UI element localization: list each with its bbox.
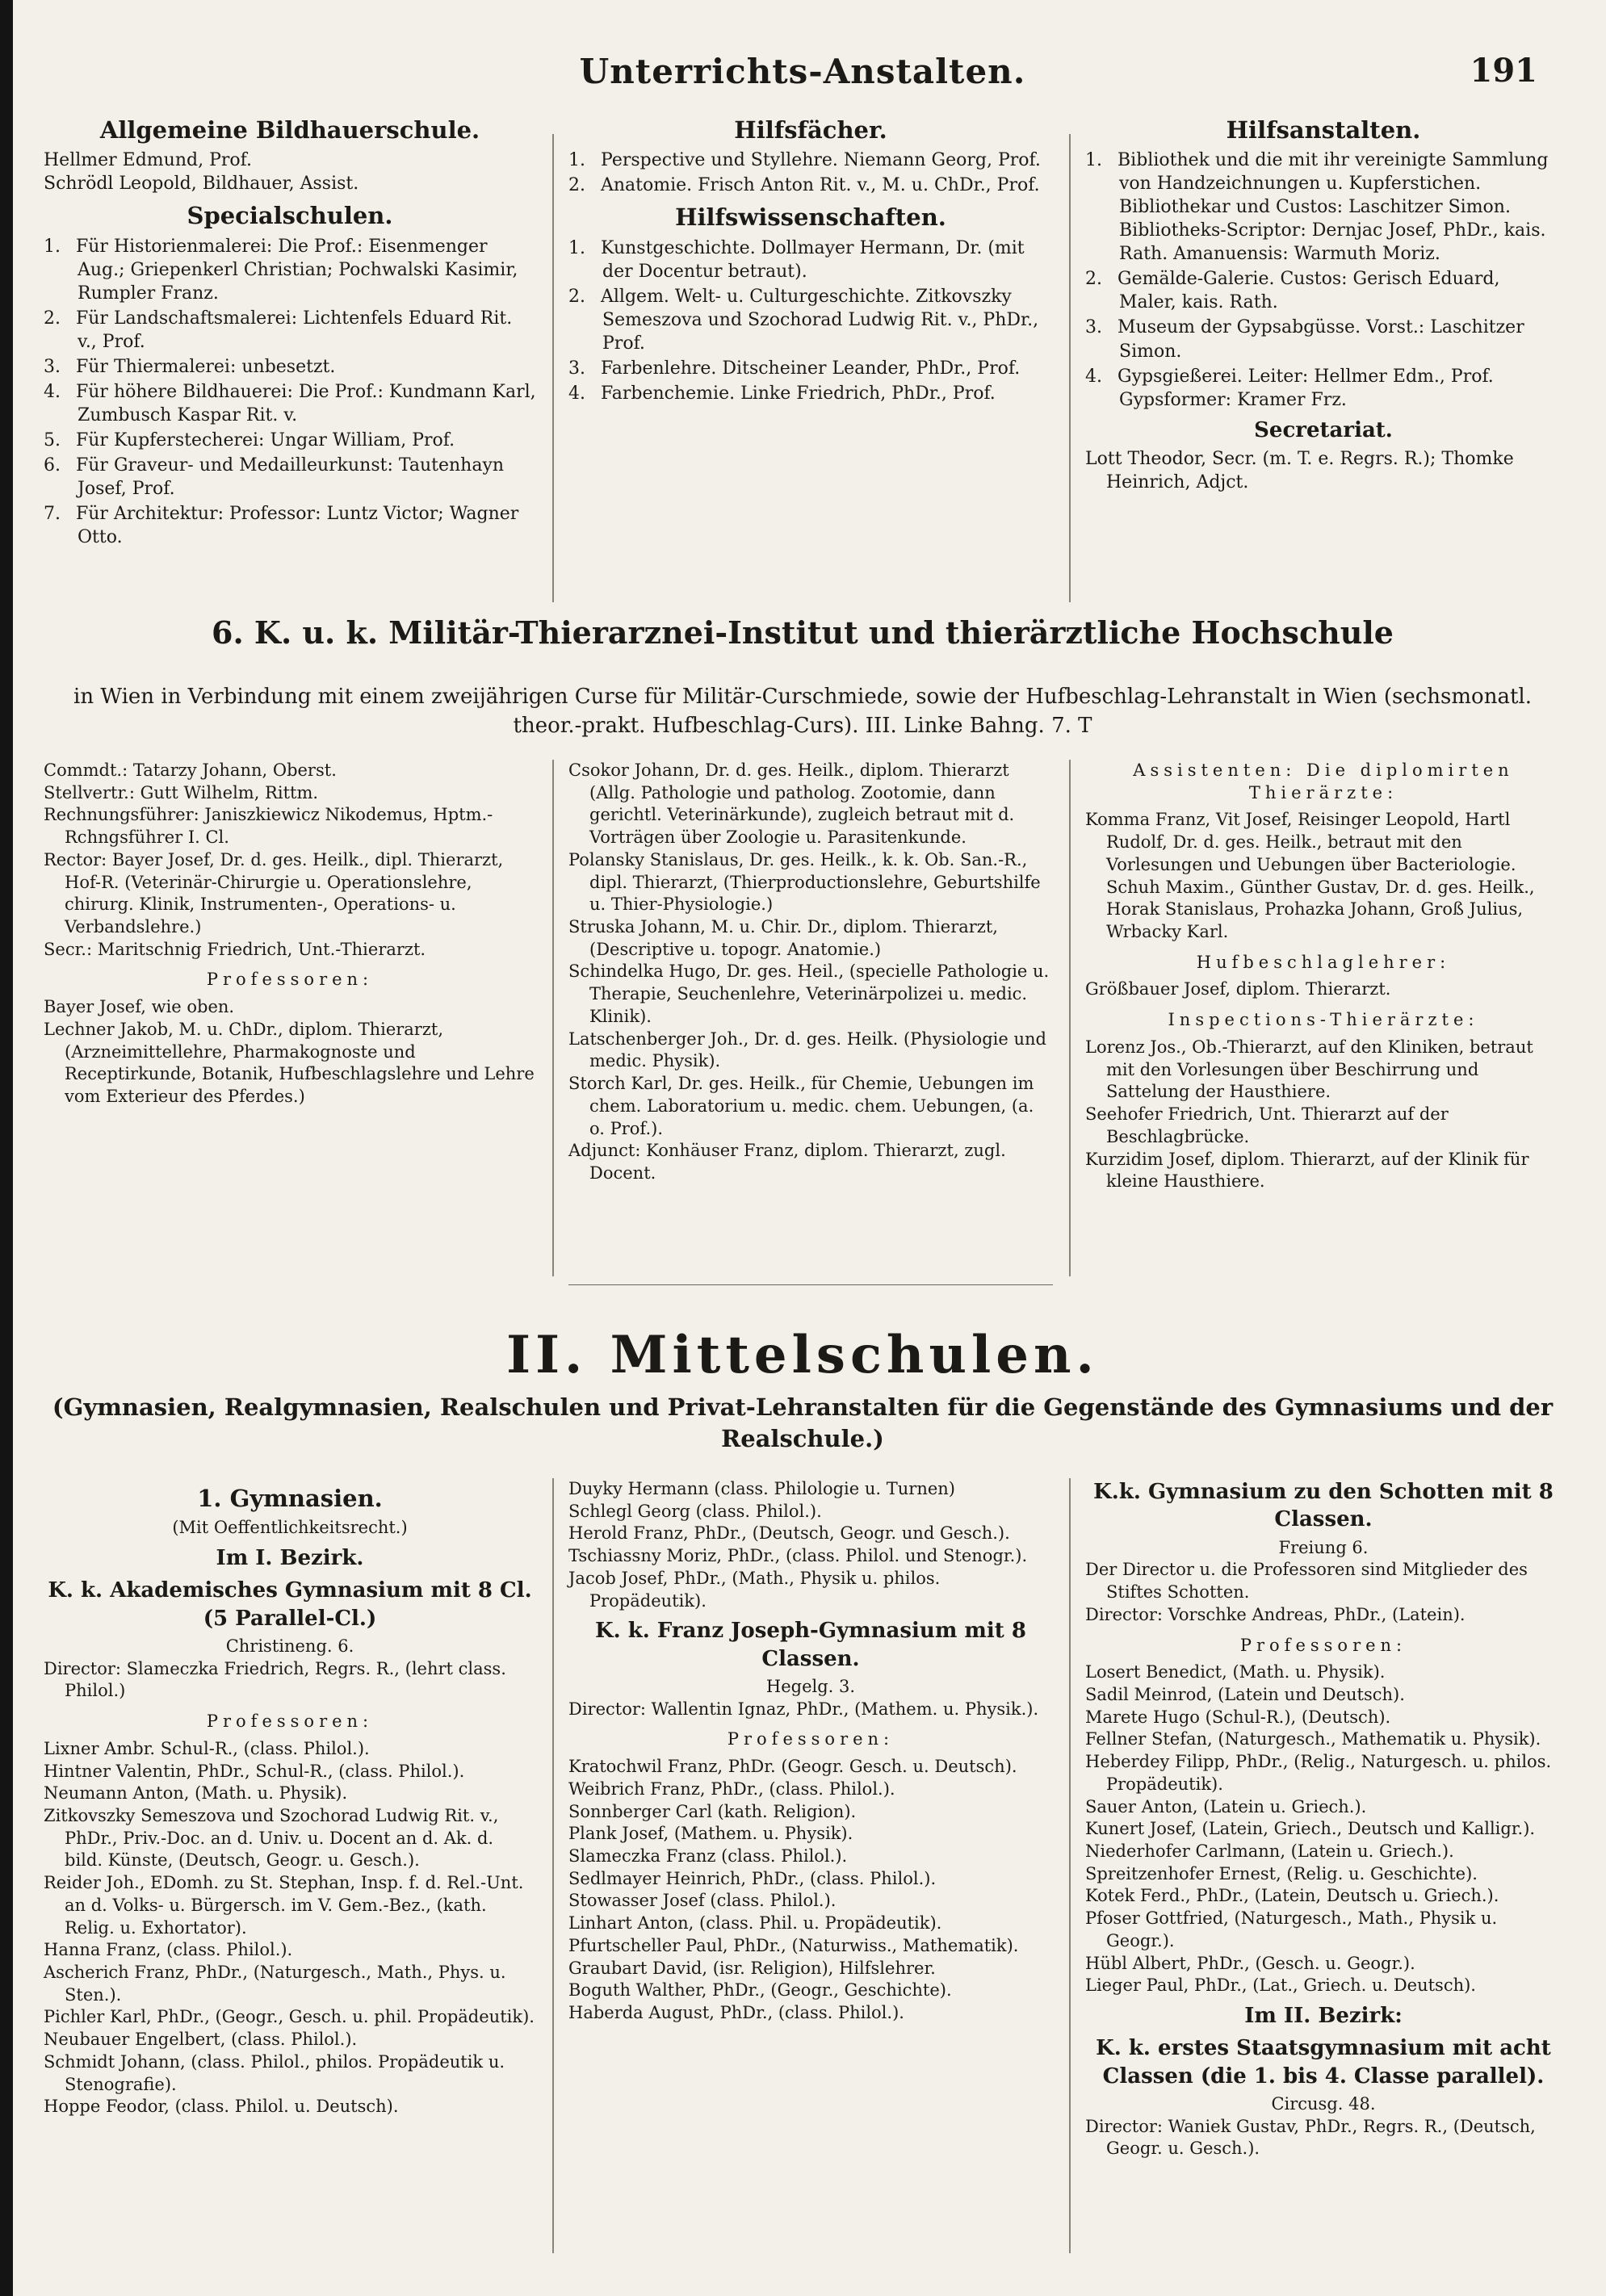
- inspections-line: Kurzidim Josef, diplom. Thierarzt, auf der Klinik für kleine Hausthiere.: [1085, 1149, 1529, 1192]
- staff-line: Rechnungsführer: Janiszkiewicz Nikodemus, Hptm.-Rchngsführer I. Cl.: [44, 805, 493, 848]
- hufbeschlag-heading: Hufbeschlaglehrer:: [1196, 952, 1451, 972]
- professor-line: Hanna Franz, (class. Philol.).: [44, 1940, 293, 1960]
- school-heading: K. k. Akademisches Gymnasium mit 8 Cl. (5 Parallel-Cl.): [48, 1578, 532, 1631]
- professor-line: Storch Karl, Dr. ges. Heilk., für Chemie, Uebungen im chem. Laboratorium u. medic. chem. Uebungen, (a. o. Prof.).: [568, 1074, 1034, 1138]
- professor-line: Lieger Paul, PhDr., (Lat., Griech. u. Deutsch).: [1085, 1975, 1476, 1996]
- top-right-column: [1085, 110, 1562, 494]
- institute-middle-column: [568, 760, 1053, 1185]
- list-item: 2. Gemälde-Galerie. Custos: Gerisch Eduard, Maler, kais. Rath.: [1085, 269, 1500, 313]
- top-middle-column: [568, 110, 1053, 407]
- list-item: 4. Gypsgießerei. Leiter: Hellmer Edm., Prof. Gypsformer: Kramer Frz.: [1085, 366, 1494, 410]
- secretariat-heading: Secretariat.: [1254, 417, 1393, 442]
- professor-line: Lixner Ambr. Schul-R., (class. Philol.).: [44, 1738, 370, 1758]
- scan-border: [0, 0, 13, 2296]
- school-heading: K. k. Franz Joseph-Gymnasium mit 8 Classen.: [595, 1619, 1026, 1671]
- professor-line: Fellner Stefan, (Naturgesch., Mathematik u. Physik).: [1085, 1729, 1541, 1749]
- list-item: 6. Für Graveur- und Medailleurkunst: Tautenhayn Josef, Prof.: [44, 455, 505, 499]
- professor-line: Hintner Valentin, PhDr., Schul-R., (class. Philol.).: [44, 1761, 465, 1781]
- professoren-heading: Professoren:: [727, 1729, 895, 1749]
- professor-line: Kratochwil Franz, PhDr. (Geogr. Gesch. u. Deutsch).: [568, 1757, 1017, 1777]
- institute-right-column: [1085, 760, 1562, 1193]
- professor-line: Spreitzenhofer Ernest, (Relig. u. Geschichte).: [1085, 1863, 1478, 1883]
- hilfswissenschaften-heading: Hilfswissenschaften.: [675, 203, 946, 232]
- professor-line: Neubauer Engelbert, (class. Philol.).: [44, 2030, 358, 2050]
- professor-line: Schmidt Johann, (class. Philol., philos. Propädeutik u. Stenografie).: [44, 2051, 505, 2094]
- gymnasien-heading: 1. Gymnasien.: [197, 1485, 383, 1512]
- professor-line: Heberdey Filipp, PhDr., (Relig., Naturgesch. u. philos. Propädeutik).: [1085, 1752, 1552, 1794]
- list-item: 1. Für Historienmalerei: Die Prof.: Eisenmenger Aug.; Griepenkerl Christian; Pochwalski Kasimir, Rumpler Franz.: [44, 236, 518, 304]
- school-heading: K. k. erstes Staatsgymnasium mit acht Classen (die 1. bis 4. Classe parallel).: [1096, 2036, 1551, 2089]
- top-left-column: [44, 110, 536, 551]
- professoren-heading: Professoren:: [206, 1712, 374, 1732]
- district-heading: Im I. Bezirk.: [216, 1545, 364, 1570]
- school-address: Hegelg. 3.: [765, 1676, 856, 1696]
- professor-line: Sadil Meinrod, (Latein und Deutsch).: [1085, 1684, 1405, 1704]
- list-item: 1. Bibliothek und die mit ihr vereinigte Sammlung von Handzeichnungen u. Kupferstichen. Bibliothekar und Custos: Laschitzer Simon. Bibliotheks-Scriptor: Dernjac Josef, PhDr., kais. Rath. Amanuensis: Warmuth Moriz.: [1085, 150, 1549, 265]
- professor-line: Plank Josef, (Mathem. u. Physik).: [568, 1824, 853, 1844]
- assistenten-text: Komma Franz, Vit Josef, Reisinger Leopold, Hartl Rudolf, Dr. d. ges. Heilk., betraut mit den Vorlesungen und Uebungen über Bacteriologie. Schuh Maxim., Günther Gustav, Dr. d. ges. Heilk., Horak Stanislaus, Prohazka Johann, Groß Julius, Wrbacky Karl.: [1085, 810, 1535, 942]
- professor-line: Polansky Stanislaus, Dr. ges. Heilk., k. k. Ob. San.-R., dipl. Thierarzt, (Thierproductionslehre, Geburtshilfe u. Thier-Physiologie.): [568, 849, 1041, 915]
- running-title: Unterrichts-Anstalten.: [579, 52, 1026, 91]
- professor-line: Niederhofer Carlmann, (Latein u. Griech.).: [1085, 1841, 1454, 1861]
- list-item: 1. Perspective und Styllehre. Niemann Georg, Prof.: [568, 150, 1041, 171]
- school-heading: K.k. Gymnasium zu den Schotten mit 8 Classen.: [1093, 1480, 1554, 1532]
- list-item: 7. Für Architektur: Professor: Luntz Victor; Wagner Otto.: [44, 503, 519, 547]
- page-number: 191: [1470, 52, 1537, 90]
- school-note: Der Director u. die Professoren sind Mitglieder des Stiftes Schotten.: [1085, 1560, 1528, 1603]
- professor-line: Jacob Josef, PhDr., (Math., Physik u. philos. Propädeutik).: [568, 1568, 941, 1611]
- professor-line: Marete Hugo (Schul-R.), (Deutsch).: [1085, 1707, 1391, 1727]
- list-item: 4. Für höhere Bildhauerei: Die Prof.: Kundmann Karl, Zumbusch Kaspar Rit. v.: [44, 381, 536, 425]
- professor-line: Latschenberger Joh., Dr. d. ges. Heilk. (Physiologie und medic. Physik).: [568, 1029, 1046, 1071]
- director-line: Director: Vorschke Andreas, PhDr., (Latein).: [1085, 1604, 1466, 1624]
- professor-line: Schindelka Hugo, Dr. ges. Heil., (specielle Pathologie u. Therapie, Seuchenlehre, Veterinärpolizei u. medic. Klinik).: [568, 962, 1050, 1026]
- professor-line: Sauer Anton, (Latein u. Griech.).: [1085, 1796, 1367, 1816]
- list-item: 2. Anatomie. Frisch Anton Rit. v., M. u. ChDr., Prof.: [568, 175, 1040, 196]
- column-divider: [1069, 134, 1071, 602]
- section-title: II. Mittelschulen.: [506, 1325, 1099, 1385]
- list-item: 3. Farbenlehre. Ditscheiner Leander, PhDr., Prof.: [568, 358, 1021, 379]
- professor-line: Duyky Hermann (class. Philologie u. Turnen): [568, 1479, 955, 1498]
- professor-line: Pfurtscheller Paul, PhDr., (Naturwiss., Mathematik).: [568, 1935, 1019, 1955]
- assistenten-heading: Assistenten: Die diplomirten Thierärzte:: [1133, 760, 1514, 802]
- professor-line: Schlegl Georg (class. Philol.).: [568, 1501, 822, 1521]
- bottom-right-column: [1085, 1478, 1562, 2160]
- list-item: 3. Museum der Gypsabgüsse. Vorst.: Laschitzer Simon.: [1085, 317, 1524, 362]
- list-item: 5. Für Kupferstecherei: Ungar William, Prof.: [44, 429, 455, 450]
- column-divider: [552, 1478, 554, 2253]
- institute-heading: 6. K. u. k. Militär-Thierarznei-Institut und thierärztliche Hochschule: [212, 614, 1394, 651]
- text-line: Hellmer Edmund, Prof.: [44, 150, 252, 171]
- professor-line: Bayer Josef, wie oben.: [44, 997, 235, 1017]
- inspections-line: Lorenz Jos., Ob.-Thierarzt, auf den Kliniken, betraut mit den Vorlesungen über Beschirrung und Sattelung der Hausthiere.: [1085, 1037, 1533, 1102]
- school-address: Circusg. 48.: [1271, 2093, 1376, 2114]
- professor-line: Pichler Karl, PhDr., (Geogr., Gesch. u. phil. Propädeutik).: [44, 2007, 535, 2027]
- list-item: 3. Für Thiermalerei: unbesetzt.: [44, 356, 336, 377]
- list-item: 1. Kunstgeschichte. Dollmayer Hermann, Dr. (mit der Docentur betraut).: [568, 237, 1025, 282]
- professor-line: Struska Johann, M. u. Chir. Dr., diplom. Thierarzt, (Descriptive u. topogr. Anatomie.): [568, 917, 998, 959]
- professor-line: Kunert Josef, (Latein, Griech., Deutsch und Kalligr.).: [1085, 1819, 1536, 1839]
- professor-line: Pfoser Gottfried, (Naturgesch., Math., Physik u. Geogr.).: [1085, 1908, 1498, 1950]
- bildhauerschule-heading: Allgemeine Bildhauerschule.: [99, 116, 480, 144]
- professor-line: Stowasser Josef (class. Philol.).: [568, 1891, 837, 1911]
- list-item: 2. Für Landschaftsmalerei: Lichtenfels Eduard Rit. v., Prof.: [44, 308, 513, 352]
- inspections-line: Seehofer Friedrich, Unt. Thierarzt auf der Beschlagbrücke.: [1085, 1104, 1449, 1146]
- professor-line: Haberda August, PhDr., (class. Philol.).: [568, 2003, 904, 2022]
- school-address: Christineng. 6.: [225, 1636, 354, 1656]
- professor-line: Losert Benedict, (Math. u. Physik).: [1085, 1662, 1386, 1682]
- professor-line: Sedlmayer Heinrich, PhDr., (class. Philol.).: [568, 1868, 937, 1888]
- professor-line: Csokor Johann, Dr. d. ges. Heilk., diplom. Thierarzt (Allg. Pathologie und patholog. Zootomie, dann gerichtl. Veterinärkunde), zugleich betraut mit d. Vorträgen über Zoologie u. Parasitenkunde.: [568, 760, 1015, 848]
- page: [36, 29, 1570, 2281]
- secretariat-text: Lott Theodor, Secr. (m. T. e. Regrs. R.); Thomke Heinrich, Adjct.: [1085, 448, 1514, 492]
- professor-line: Slameczka Franz (class. Philol.).: [568, 1846, 848, 1866]
- professor-line: Reider Joh., EDomh. zu St. Stephan, Insp. f. d. Rel.-Unt. an d. Volks- u. Bürgersch. im V. Gem.-Bez., (kath. Relig. u. Exhortator).: [44, 1873, 524, 1938]
- adjunct-line: Adjunct: Konhäuser Franz, diplom. Thierarzt, zugl. Docent.: [568, 1141, 1006, 1183]
- professor-line: Weibrich Franz, PhDr., (class. Philol.).: [568, 1779, 895, 1799]
- director-line: Director: Slameczka Friedrich, Regrs. R., (lehrt class. Philol.): [44, 1658, 506, 1701]
- inspections-heading: Inspections-Thierärzte:: [1168, 1010, 1479, 1030]
- hufbeschlag-text: Größbauer Josef, diplom. Thierarzt.: [1085, 979, 1391, 999]
- professor-line: Boguth Walther, PhDr., (Geogr., Geschichte).: [568, 1980, 952, 2001]
- bottom-left-column: [44, 1478, 536, 2118]
- running-head: [36, 52, 1570, 100]
- director-line: Director: Waniek Gustav, PhDr., Regrs. R., (Deutsch, Geogr. u. Gesch.).: [1085, 2116, 1536, 2159]
- text-line: Schrödl Leopold, Bildhauer, Assist.: [44, 174, 359, 195]
- staff-line: Secr.: Maritschnig Friedrich, Unt.-Thierarzt.: [44, 939, 426, 959]
- professor-line: Hoppe Feodor, (class. Philol. u. Deutsch).: [44, 2097, 399, 2117]
- specialschulen-heading: Specialschulen.: [187, 202, 393, 230]
- district-heading: Im II. Bezirk:: [1244, 2004, 1403, 2028]
- director-line: Director: Wallentin Ignaz, PhDr., (Mathem. u. Physik.).: [568, 1699, 1039, 1719]
- professoren-heading: Professoren:: [206, 970, 374, 990]
- professor-line: Kotek Ferd., PhDr., (Latein, Deutsch u. Griech.).: [1085, 1886, 1499, 1906]
- professor-line: Neumann Anton, (Math. u. Physik).: [44, 1783, 348, 1804]
- separator-rule: [568, 1284, 1053, 1285]
- column-divider: [552, 760, 554, 1276]
- column-divider: [1069, 760, 1071, 1276]
- professor-line: Sonnberger Carl (kath. Religion).: [568, 1801, 857, 1821]
- gymnasien-subheading: (Mit Oeffentlichkeitsrecht.): [172, 1518, 408, 1538]
- professor-line: Tschiassny Moriz, PhDr., (class. Philol. und Stenogr.).: [568, 1546, 1028, 1566]
- professor-line: Graubart David, (isr. Religion), Hilfslehrer.: [568, 1958, 936, 1978]
- staff-line: Commdt.: Tatarzy Johann, Oberst.: [44, 760, 337, 780]
- professor-line: Linhart Anton, (class. Phil. u. Propädeutik).: [568, 1913, 942, 1934]
- bottom-middle-column: [568, 1478, 1053, 2025]
- institute-left-column: [44, 760, 536, 1108]
- staff-line: Rector: Bayer Josef, Dr. d. ges. Heilk., dipl. Thierarzt, Hof-R. (Veterinär-Chirurgie u. Operationslehre, chirurg. Klinik, Instrumenten-, Operations- u. Verbandslehre.): [44, 849, 504, 937]
- hilfsfaecher-heading: Hilfsfächer.: [734, 116, 887, 144]
- section-subtitle: (Gymnasien, Realgymnasien, Realschulen und Privat-Lehranstalten für die Gegenstände des Gymnasiums und der Realschule.): [52, 1393, 1554, 1453]
- professor-line: Herold Franz, PhDr., (Deutsch, Geogr. und Gesch.).: [568, 1523, 1010, 1544]
- institute-description: in Wien in Verbindung mit einem zweijährigen Curse für Militär-Curschmiede, sowie der Hufbeschlag-Lehranstalt in Wien (sechsmonatl. theor.-prakt. Hufbeschlag-Curs). III. Linke Bahng. 7. T: [73, 685, 1532, 738]
- professor-line: Hübl Albert, PhDr., (Gesch. u. Geogr.).: [1085, 1953, 1415, 1973]
- school-address: Freiung 6.: [1278, 1537, 1369, 1557]
- professoren-heading: Professoren:: [1239, 1635, 1407, 1655]
- list-item: 4. Farbenchemie. Linke Friedrich, PhDr., Prof.: [568, 383, 996, 404]
- professor-line: Lechner Jakob, M. u. ChDr., diplom. Thierarzt, (Arzneimittellehre, Pharmakognoste und Receptirkunde, Botanik, Hufbeschlagslehre und Lehre vom Exterieur des Pferdes.): [44, 1019, 535, 1107]
- professor-line: Zitkovszky Semeszova und Szochorad Ludwig Rit. v., PhDr., Priv.-Doc. an d. Univ. u. Docent an d. Ak. d. bild. Künste, (Deutsch, Geogr. u. Gesch.).: [44, 1805, 499, 1871]
- column-divider: [552, 134, 554, 602]
- list-item: 2. Allgem. Welt- u. Culturgeschichte. Zitkovszky Semeszova und Szochorad Ludwig Rit. v., PhDr., Prof.: [568, 286, 1039, 354]
- column-divider: [1069, 1478, 1071, 2253]
- staff-line: Stellvertr.: Gutt Wilhelm, Rittm.: [44, 782, 319, 802]
- hilfsanstalten-heading: Hilfsanstalten.: [1226, 116, 1421, 144]
- professor-line: Ascherich Franz, PhDr., (Naturgesch., Math., Phys. u. Sten.).: [44, 1962, 506, 2005]
